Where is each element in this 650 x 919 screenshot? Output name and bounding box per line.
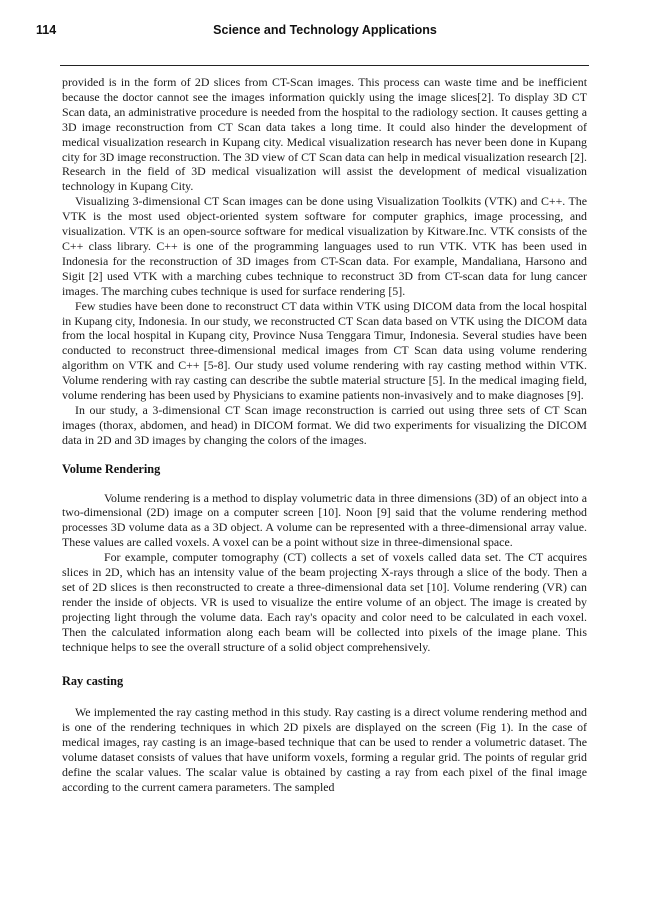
section-heading-volume-rendering: Volume Rendering: [62, 461, 161, 476]
header-rule: [60, 65, 589, 66]
paragraph: For example, computer tomography (CT) collects a set of voxels called data set. The CT acquires slices in 2D, which has an intensity value of the beam projecting X-rays through a slice of the body. Then a set of 2D slices is then reconstructed to create a three-dimensional data set [10]. Volume rendering (VR) can render the inside of objects. VR is used to visualize the entire volume of an object. The image is created by projecting light through the volume data. Each ray's opacity and color need to be calculated in each voxel. Then the calculated information along each beam will be collected into pixels of the image plane. This technique helps to see the overall structure of a solid object comprehensively.: [62, 550, 587, 654]
body-text: [62, 75, 587, 795]
running-title: Science and Technology Applications: [213, 23, 437, 37]
page-number: 114: [36, 23, 57, 37]
paragraph: Volume rendering is a method to display volumetric data in three dimensions (3D) of an object into a two-dimensional (2D) image on a computer screen [10]. Noon [9] said that the volume rendering method processes 3D volume data as a 3D object. A volume can be represented with a three-dimensional array value. These values are called voxels. A voxel can be a point without size in three-dimensional space.: [62, 490, 587, 550]
paragraph: Visualizing 3-dimensional CT Scan images can be done using Visualization Toolkits (VTK) and C++. The VTK is the most used object-oriented system software for computer graphics, image processing, and visualization. VTK is an open-source software for medical visualization by Kitware.Inc. VTK consists of the C++ class library. C++ is one of the programming languages used to run VTK. VTK has been used in Indonesia for the reconstruction of 3D images from CT-Scan data. For example, Mandaliana, Harsono and Sigit [2] used VTK with a marching cubes technique to reconstruct 3D from CT-scan data for lung cancer images. The marching cubes technique is used for surface rendering [5].: [62, 194, 587, 298]
paragraph: Few studies have been done to reconstruct CT data within VTK using DICOM data from the local hospital in Kupang city, Indonesia. In our study, we reconstructed CT Scan data based on VTK using the DICOM data from the local hospital in Kupang city, Province Nusa Tenggara Timur, Indonesia. Several studies have been conducted to reconstruct three-dimensional medical images from CT Scan data using volume rendering algorithm on VTK and C++ [5-8]. Our study used volume rendering with ray casting method within VTK. Volume rendering with ray casting can describe the subtle material structure [5]. In the medical imaging field, volume rendering has been used by Physicians to examine patients non-invasively and to make diagnoses [9].: [62, 298, 587, 403]
paragraph: In our study, a 3-dimensional CT Scan image reconstruction is carried out using three sets of CT Scan images (thorax, abdomen, and head) in DICOM format. We did two experiments for visualizing the DICOM data in 2D and 3D images by changing the colors of the images.: [62, 402, 587, 447]
page-header: [36, 23, 614, 43]
paragraph: provided is in the form of 2D slices from CT-Scan images. This process can waste time and be inefficient because the doctor cannot see the images information quickly using the image slices[2]. To display 3D CT Scan data, an administrative procedure is needed from the hospital to the radiology section. It causes getting a 3D image reconstruction from CT Scan data takes a long time. It could also hinder the development of medical visualization research in Kupang city. Medical visualization research has never been done in Kupang city for 3D image reconstruction. The 3D view of CT Scan data can help in medical visualization research [2]. Research in the field of 3D medical visualization will assist the development of medical visualization technology in Kupang City.: [62, 75, 587, 194]
section-heading-ray-casting: Ray casting: [62, 673, 124, 688]
paragraph: We implemented the ray casting method in this study. Ray casting is a direct volume rendering method and is one of the rendering techniques in which 2D pixels are displayed on the screen (Fig 1). In the case of medical images, ray casting is an image-based technique that can be used to render a volumetric dataset. The volume dataset consists of values that have uniform voxels, forming a regular grid. The points of regular grid define the scalar values. The scalar value is obtained by casting a ray from each pixel of the final image according to the current camera parameters. The sampled: [62, 705, 587, 794]
